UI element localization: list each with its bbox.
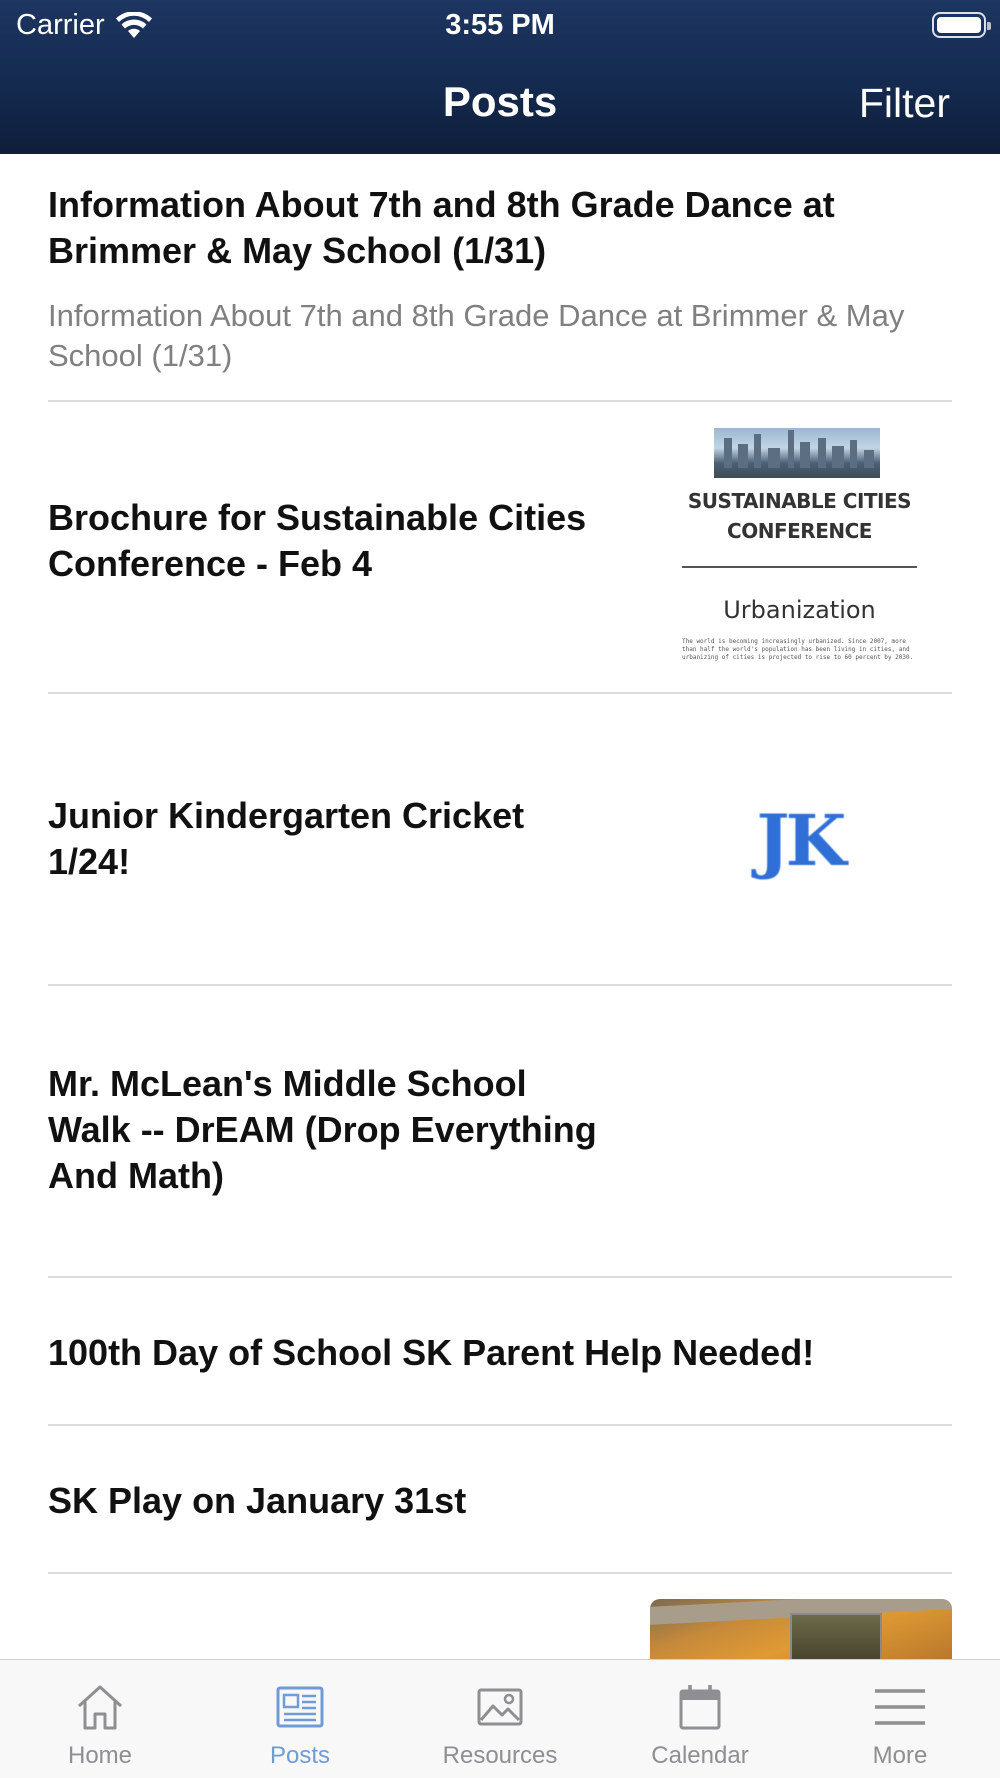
tab-home[interactable] [0,1660,200,1778]
post-title: Mr. McLean's Middle School Walk -- DrEAM (Drop Everything And Math) [48,1063,597,1196]
brochure-divider [682,566,917,568]
house-icon [75,1682,125,1732]
jk-thumbnail [682,730,917,950]
post-item-dance[interactable] [48,182,952,402]
post-item-brochure[interactable] [48,402,952,694]
image-icon [475,1682,525,1732]
posts-list[interactable] [0,154,1000,1659]
post-item-100th-day[interactable] [48,1278,952,1426]
jk-logo-text: JK [756,798,843,882]
post-title: Information About 7th and 8th Grade Dance at Brimmer & May School (1/31) [48,184,835,271]
post-title: Junior Kindergarten Cricket 1/24! [48,795,525,882]
page-title: Posts [442,78,558,125]
post-item-partial[interactable] [48,1574,952,1659]
battery-icon [932,12,986,38]
brochure-subtitle: Urbanization [723,596,876,624]
brochure-fine-print: The world is becoming increasingly urbanized. Since 2007, more than half the world's population has been living in cities, and urbanizing of cities is projected to rise to 60 percent by 2030. [682,638,914,661]
status-bar [0,0,1000,50]
tab-label: Posts [269,1742,331,1769]
post-photo-thumbnail [650,1599,952,1659]
tab-resources[interactable] [400,1660,600,1778]
tab-label: Calendar [651,1742,749,1769]
skyline-image [714,428,880,478]
post-title: SK Play on January 31st [48,1480,467,1521]
carrier-label: Carrier [16,9,105,41]
tab-posts[interactable] [200,1660,400,1778]
brochure-thumbnail [682,428,917,668]
status-time: 3:55 PM [445,9,555,41]
post-title: Brochure for Sustainable Cities Conference - Feb 4 [48,497,587,584]
tab-label: More [872,1742,928,1769]
hamburger-icon [875,1682,925,1732]
newspaper-icon [275,1682,325,1732]
calendar-icon [675,1682,725,1732]
post-item-math-walk[interactable] [48,986,952,1278]
filter-button[interactable]: Filter [858,80,950,126]
tab-calendar[interactable] [600,1660,800,1778]
post-title: 100th Day of School SK Parent Help Needed! [48,1332,815,1373]
tab-more[interactable] [800,1660,1000,1778]
painting-image [790,1613,882,1659]
post-summary: Information About 7th and 8th Grade Dance at Brimmer & May School (1/31) [48,298,905,373]
post-item-sk-play[interactable] [48,1426,952,1574]
tab-label: Home [67,1742,133,1769]
brochure-title: SUSTAINABLE CITIES CONFERENCE [687,489,912,543]
tab-bar [0,1659,1000,1778]
navigation-header [0,0,1000,154]
tab-label: Resources [442,1742,558,1769]
post-item-cricket[interactable] [48,694,952,986]
